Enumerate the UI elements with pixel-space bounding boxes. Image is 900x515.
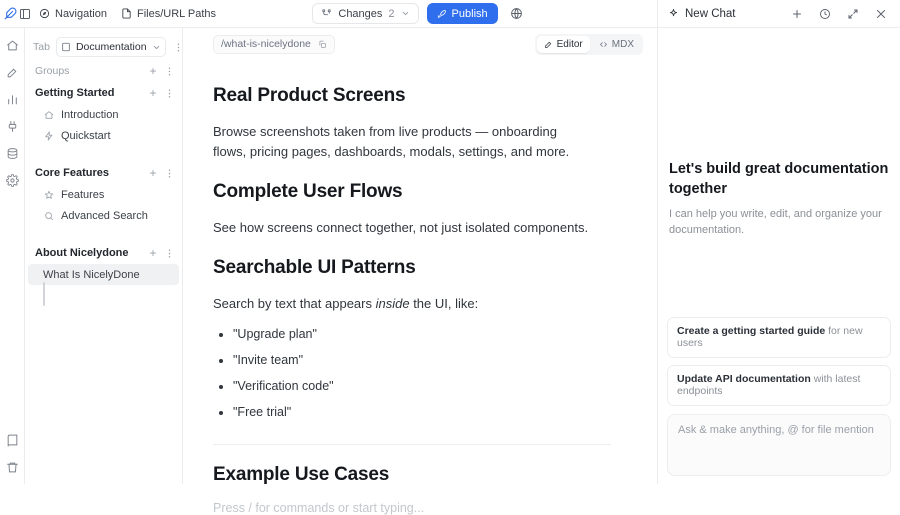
list-item[interactable]: • "Verification code": [233, 376, 611, 396]
sidebar-item-label: Advanced Search: [61, 209, 148, 222]
globe-icon[interactable]: [506, 3, 528, 24]
groups-plus-icon[interactable]: +: [149, 64, 157, 78]
paragraph-search-by-text[interactable]: [213, 294, 611, 314]
search-line-italic: inside: [375, 295, 410, 311]
group-more-vertical-icon[interactable]: [162, 84, 176, 102]
heading-example-use-cases[interactable]: Example Use Cases: [213, 463, 390, 485]
star-icon: [43, 189, 54, 200]
heading-real-product-screens[interactable]: Real Product Screens: [213, 85, 406, 106]
editor-view-switch: [535, 34, 643, 55]
copy-icon[interactable]: [318, 40, 327, 49]
tab-editor-label: Editor: [556, 38, 583, 50]
sidebar-item-label: Features: [61, 188, 105, 201]
groups-actions: [146, 62, 176, 80]
database-icon[interactable]: [3, 144, 21, 162]
divider: [213, 444, 611, 445]
group-header-getting-started[interactable]: [25, 82, 182, 104]
top-bar-left: [0, 3, 217, 25]
suggestion-rest: for new users: [677, 324, 863, 350]
example-search-list: [213, 324, 611, 422]
icon-rail: [0, 28, 25, 484]
page-slug-text: /what-is-nicelydone: [221, 38, 311, 50]
sidebar-item-label: Quickstart: [61, 129, 111, 142]
group-title: About Nicelydone: [35, 247, 129, 259]
groups-label: Groups: [35, 65, 70, 77]
edit-icon[interactable]: [3, 63, 21, 81]
editor-panel: [183, 28, 658, 515]
suggestion-rest: with latest endpoints: [677, 372, 861, 398]
compass-icon: [39, 8, 50, 19]
suggestion-create-getting-started-guide[interactable]: [667, 317, 891, 358]
analytics-icon[interactable]: [3, 90, 21, 108]
expand-icon[interactable]: [842, 4, 864, 24]
changes-label: Changes: [338, 7, 383, 20]
chat-hero-subtitle: I can help you write, edit, and organize your documentation.: [669, 208, 882, 237]
files-url-paths-label: Files/URL Paths: [136, 7, 217, 20]
paragraph-real-product-screens[interactable]: Browse screenshots taken from live products — onboarding flows, pricing pages, dashboards, modals, settings, and more.: [213, 123, 570, 159]
navigation-button[interactable]: [33, 4, 113, 24]
search-line-prefix: Search by text that appears: [213, 295, 376, 311]
home-icon[interactable]: [3, 36, 21, 54]
top-bar: [0, 0, 900, 28]
pencil-icon: [544, 40, 553, 49]
sidebar-item-label: Introduction: [61, 108, 119, 121]
group-more-vertical-icon[interactable]: [162, 244, 176, 262]
chevron-down-icon: [401, 9, 410, 18]
navigation-label: Navigation: [55, 7, 107, 20]
group-title: Core Features: [35, 167, 109, 179]
sidebar-item-features[interactable]: [25, 184, 182, 205]
search-line-suffix: the UI, like:: [409, 295, 479, 311]
changes-count: 2: [388, 7, 395, 20]
app-body: [0, 28, 900, 515]
top-bar-center: [183, 3, 657, 24]
group-more-vertical-icon[interactable]: [162, 164, 176, 182]
integrations-icon[interactable]: [3, 117, 21, 135]
code-icon: [599, 40, 608, 49]
group-actions: [146, 164, 176, 182]
publish-button[interactable]: [427, 3, 498, 24]
page-slug[interactable]: [213, 35, 335, 54]
changes-button[interactable]: [312, 3, 418, 24]
document-icon: [61, 42, 71, 52]
trash-icon[interactable]: [3, 458, 21, 476]
list-item[interactable]: • "Upgrade plan": [233, 324, 611, 344]
tab-editor[interactable]: [537, 36, 590, 53]
feather-logo-icon: [4, 3, 17, 25]
tab-mdx-label: MDX: [611, 38, 634, 50]
group-plus-icon[interactable]: +: [149, 166, 157, 180]
groups-more-vertical-icon[interactable]: [162, 62, 176, 80]
tab-value: Documentation: [75, 41, 147, 53]
chat-input[interactable]: [667, 414, 891, 476]
editor-toolbar: [183, 28, 657, 60]
publish-label: Publish: [451, 7, 488, 20]
suggestion-bold: Create a getting started guide: [677, 324, 826, 337]
list-item[interactable]: • "Free trial": [233, 402, 611, 422]
paragraph-complete-user-flows[interactable]: See how screens connect together, not just isolated components.: [213, 219, 589, 235]
search-icon: [43, 210, 54, 221]
panel-toggle-icon[interactable]: [19, 4, 31, 24]
clock-history-icon[interactable]: [814, 4, 836, 24]
sparkle-icon: [668, 8, 679, 19]
chat-hero: [667, 160, 891, 239]
tab-row: [25, 34, 182, 60]
group-actions: [146, 244, 176, 262]
sidebar-item-what-is-nicelydone[interactable]: [28, 264, 179, 285]
book-icon[interactable]: [3, 431, 21, 449]
bolt-icon: [43, 130, 54, 141]
new-chat-button[interactable]: [668, 8, 736, 20]
sidebar: [25, 28, 183, 484]
sidebar-item-advanced-search[interactable]: [25, 205, 182, 226]
heading-complete-user-flows[interactable]: Complete User Flows: [213, 181, 403, 203]
suggestion-bold: Update API documentation: [677, 372, 811, 385]
heading-searchable-ui-patterns[interactable]: Searchable UI Patterns: [213, 256, 416, 278]
rocket-icon: [437, 9, 447, 19]
sidebar-item-quickstart[interactable]: [25, 125, 182, 146]
chat-suggestions: [667, 317, 891, 406]
group-header-about-nicelydone[interactable]: [25, 242, 182, 264]
tab-select[interactable]: [56, 37, 166, 57]
chat-panel: [658, 28, 900, 484]
sidebar-item-introduction[interactable]: [25, 104, 182, 125]
chevron-down-icon: [152, 43, 161, 52]
group-actions: [146, 84, 176, 102]
close-icon[interactable]: [870, 4, 892, 24]
chat-hero-title: Let's build great documentation together: [669, 161, 889, 197]
new-chat-label: New Chat: [685, 7, 736, 20]
home-small-icon: [43, 109, 54, 120]
tab-mdx[interactable]: [592, 36, 641, 53]
editor-placeholder[interactable]: Press / for commands or start typing...: [213, 500, 425, 515]
file-paths-icon: [121, 8, 132, 19]
icon-rail-bottom: [3, 431, 21, 484]
groups-header: [25, 60, 182, 82]
sidebar-scrollbar[interactable]: [43, 282, 45, 306]
chat-input-placeholder: Ask & make anything, @ for file mention: [678, 424, 874, 436]
branch-icon: [321, 8, 332, 19]
plus-icon[interactable]: [786, 4, 808, 24]
settings-icon[interactable]: [3, 171, 21, 189]
list-item[interactable]: • "Invite team": [233, 350, 611, 370]
group-plus-icon[interactable]: +: [149, 86, 157, 100]
group-plus-icon[interactable]: +: [149, 246, 157, 260]
chat-header: [657, 0, 900, 27]
sidebar-item-label: What Is NicelyDone: [43, 268, 140, 281]
document-canvas[interactable]: [183, 60, 657, 515]
group-header-core-features[interactable]: [25, 162, 182, 184]
suggestion-update-api-documentation[interactable]: [667, 365, 891, 406]
tab-label: Tab: [33, 41, 50, 53]
group-title: Getting Started: [35, 87, 115, 99]
